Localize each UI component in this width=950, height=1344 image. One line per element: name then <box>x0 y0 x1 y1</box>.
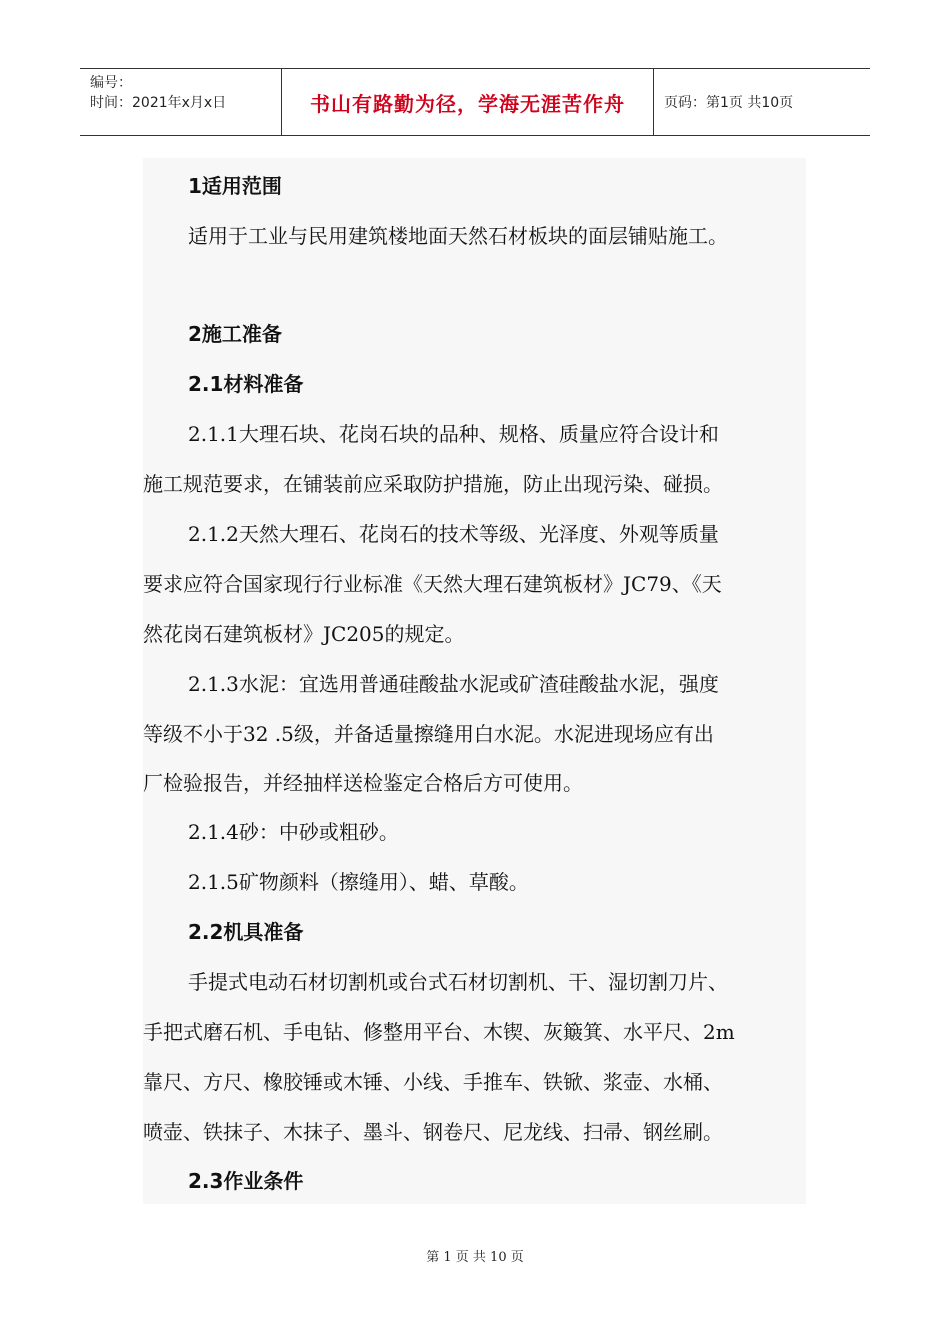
header-time-label: 时间：2021年x月x日 <box>90 95 227 111</box>
paragraph-2-1-1: 2.1.1大理石块、花岗石块的品种、规格、质量应符合设计和 <box>188 422 719 446</box>
paragraph-2-1-5: 2.1.5矿物颜料（擦缝用）、蜡、草酸。 <box>188 870 529 894</box>
page-footer: 第 1 页 共 10 页 <box>426 1250 524 1265</box>
paragraph-2-1-3: 2.1.3水泥：宜选用普通硅酸盐水泥或矿渣硅酸盐水泥，强度 <box>188 672 719 696</box>
section-heading-2: 2施工准备 <box>188 322 282 346</box>
section-heading-1: 1适用范围 <box>188 174 282 198</box>
subsection-heading-2-2: 2.2机具准备 <box>188 920 304 944</box>
subsection-heading-2-3: 2.3作业条件 <box>188 1169 304 1193</box>
header-page-info: 页码：第1页 共10页 <box>664 95 794 111</box>
paragraph-2-2-cont: 靠尺、方尺、橡胶锤或木锤、小线、手推车、铁锨、浆壶、水桶、 <box>143 1070 723 1094</box>
paragraph-2-1-2: 2.1.2天然大理石、花岗石的技术等级、光泽度、外观等质量 <box>188 522 719 546</box>
paragraph: 适用于工业与民用建筑楼地面天然石材板块的面层铺贴施工。 <box>188 224 728 248</box>
paragraph-2-1-3-cont: 等级不小于32 .5级，并备适量擦缝用白水泥。水泥进现场应有出 <box>143 722 714 746</box>
document-body <box>143 158 806 1204</box>
header-meta <box>80 69 282 135</box>
paragraph-2-1-4: 2.1.4砂：中砂或粗砂。 <box>188 820 399 844</box>
subsection-heading-2-1: 2.1材料准备 <box>188 372 304 396</box>
paragraph-2-1-2-cont: 然花岗石建筑板材》JC205的规定。 <box>143 622 465 646</box>
document-header <box>80 68 870 136</box>
header-motto: 书山有路勤为径，学海无涯苦作舟 <box>282 69 654 135</box>
paragraph-2-2: 手提式电动石材切割机或台式石材切割机、干、湿切割刀片、 <box>188 970 728 994</box>
paragraph-2-1-1-cont: 施工规范要求，在铺装前应采取防护措施，防止出现污染、碰损。 <box>143 472 723 496</box>
paragraph-2-2-cont: 喷壶、铁抹子、木抹子、墨斗、钢卷尺、尼龙线、扫帚、钢丝刷。 <box>143 1120 723 1144</box>
paragraph-2-1-3-cont: 厂检验报告，并经抽样送检鉴定合格后方可使用。 <box>143 771 583 795</box>
paragraph-2-1-2-cont: 要求应符合国家现行行业标准《天然大理石建筑板材》JC79、《天 <box>143 572 722 596</box>
header-number-label: 编号： <box>90 75 132 91</box>
paragraph-2-2-cont: 手把式磨石机、手电钻、修整用平台、木锲、灰簸箕、水平尺、2m <box>143 1020 735 1044</box>
